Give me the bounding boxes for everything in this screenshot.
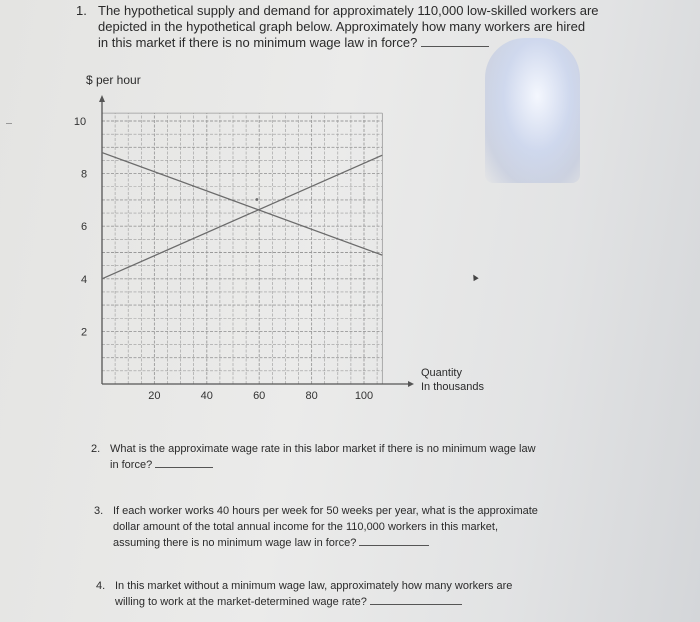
question-4-line-1: In this market without a minimum wage law, approximately how many workers are xyxy=(115,580,513,592)
x-axis-arrow-icon xyxy=(408,381,414,387)
question-2-line-1: What is the approximate wage rate in this labor market if there is no minimum wage law xyxy=(110,443,536,455)
x-tick-label-60: 60 xyxy=(253,390,266,402)
question-3-number: 3. xyxy=(94,505,104,517)
question-1-line-2: depicted in the hypothetical graph below. Approximately how many workers are hired xyxy=(98,19,586,34)
x-tick-label-80: 80 xyxy=(305,390,318,402)
demand-curve xyxy=(102,153,382,256)
question-4-number: 4. xyxy=(96,580,106,592)
y-tick-label-10: 10 xyxy=(73,116,87,128)
question-1-line-1: The hypothetical supply and demand for approximately 110,000 low-skilled workers are xyxy=(98,3,599,18)
question-2-number: 2. xyxy=(91,443,101,455)
question-4-line-2-wrap xyxy=(115,594,596,610)
question-4 xyxy=(96,578,596,610)
y-axis-label: $ per hour xyxy=(86,73,141,87)
question-2 xyxy=(91,441,591,473)
question-2-line-2-wrap xyxy=(110,457,591,473)
series-layer xyxy=(102,153,382,279)
question-3-line-3: assuming there is no minimum wage law in force? xyxy=(113,537,357,549)
pencil-dot-mark xyxy=(256,198,259,201)
y-axis-arrow-icon xyxy=(99,95,105,102)
y-tick-label-2: 2 xyxy=(80,326,88,339)
question-4-line-2: willing to work at the market-determined wage rate? xyxy=(115,596,367,608)
question-1-number: 1. xyxy=(76,3,87,18)
question-3-line-3-wrap xyxy=(113,535,594,551)
grid-layer xyxy=(102,113,382,384)
answer-blank-4[interactable] xyxy=(370,594,462,605)
question-1-line-3: in this market if there is no minimum wage law in force? xyxy=(98,35,418,50)
question-3-line-1: If each worker works 40 hours per week for 50 weeks per year, what is the approximate xyxy=(113,505,538,517)
x-axis-label-line-2: In thousands xyxy=(421,381,484,393)
x-axis-label-line-1: Quantity xyxy=(421,367,462,379)
x-axis-label xyxy=(421,366,484,394)
question-3-line-2: dollar amount of the total annual income for the 110,000 workers in this market, xyxy=(113,521,499,533)
y-tick-label-6: 6 xyxy=(80,221,88,234)
x-tick-label-100: 100 xyxy=(354,390,374,402)
y-tick-label-4: 4 xyxy=(80,273,88,286)
question-2-line-2: in force? xyxy=(110,459,153,471)
y-tick-label-8: 8 xyxy=(80,168,88,181)
mouse-cursor-icon: ▲ xyxy=(467,270,482,285)
answer-blank-3[interactable] xyxy=(359,535,429,546)
answer-blank-2[interactable] xyxy=(155,457,213,468)
question-3 xyxy=(94,503,594,551)
x-tick-label-40: 40 xyxy=(200,390,213,402)
x-tick-label-20: 20 xyxy=(148,390,161,402)
